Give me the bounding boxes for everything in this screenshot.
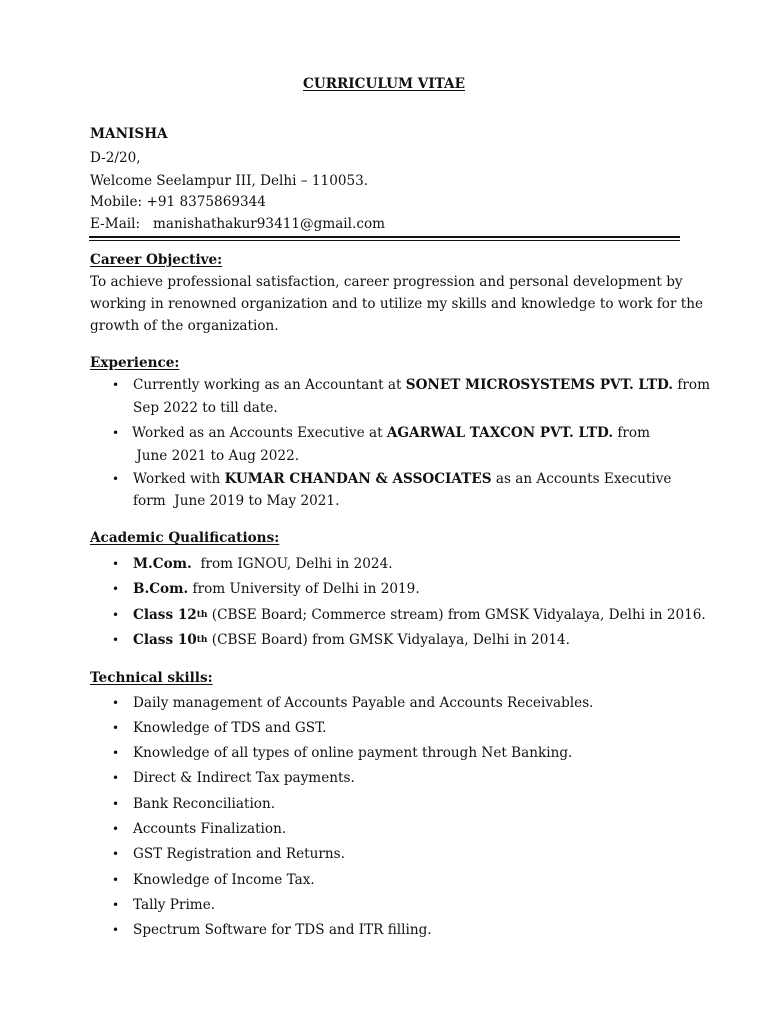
bullet-icon: •	[112, 746, 120, 760]
skill-text: Accounts Finalization.	[133, 821, 287, 837]
skill-text: Daily management of Accounts Payable and Accounts Receivables.	[133, 695, 594, 711]
bullet-icon: •	[112, 721, 120, 735]
skill-text: Direct & Indirect Tax payments.	[133, 770, 355, 786]
skill-text: Knowledge of Income Tax.	[133, 872, 315, 888]
experience-dates: Sep 2022 to till date.	[133, 400, 278, 416]
bullet-icon: •	[112, 847, 120, 861]
experience-dates: form June 2019 to May 2021.	[133, 493, 340, 509]
bullet-icon: •	[112, 873, 120, 887]
qualification-line: B.Com. from University of Delhi in 2019.	[133, 581, 420, 597]
bullet-icon: •	[112, 378, 120, 392]
skill-text: GST Registration and Returns.	[133, 846, 345, 862]
bullet-icon: •	[112, 582, 120, 596]
bullet-icon: •	[112, 923, 120, 937]
bullet-icon: •	[112, 633, 120, 647]
bullet-icon: •	[112, 898, 120, 912]
header-divider	[89, 236, 680, 238]
bullet-icon: •	[112, 608, 120, 622]
email-address: E-Mail: manishathakur93411@gmail.com	[90, 216, 386, 232]
candidate-name: MANISHA	[90, 126, 168, 142]
qualification-line: M.Com. from IGNOU, Delhi in 2024.	[133, 556, 393, 572]
header-divider-thin	[89, 240, 680, 241]
address-line-2: Welcome Seelampur III, Delhi – 110053.	[90, 173, 369, 189]
company-name: SONET MICROSYSTEMS PVT. LTD.	[405, 377, 674, 393]
experience-heading: Experience:	[90, 355, 180, 371]
skill-text: Knowledge of TDS and GST.	[133, 720, 327, 736]
mobile-number: Mobile: +91 8375869344	[90, 194, 266, 210]
qualification-line: Class 10th (CBSE Board) from GMSK Vidyalaya, Delhi in 2014.	[133, 632, 570, 648]
skill-text: Knowledge of all types of online payment through Net Banking.	[133, 745, 573, 761]
bullet-icon: •	[112, 797, 120, 811]
career-objective-line: To achieve professional satisfaction, career progression and personal development by	[90, 274, 683, 290]
skill-text: Spectrum Software for TDS and ITR filling.	[133, 922, 432, 938]
company-name: AGARWAL TAXCON PVT. LTD.	[386, 425, 614, 441]
bullet-icon: •	[112, 696, 120, 710]
experience-line: Worked with KUMAR CHANDAN & ASSOCIATES as an Accounts Executive	[133, 471, 672, 487]
document-title: CURRICULUM VITAE	[303, 76, 465, 92]
career-objective-line: growth of the organization.	[90, 318, 279, 334]
bullet-icon: •	[112, 557, 120, 571]
company-name: KUMAR CHANDAN & ASSOCIATES	[224, 471, 492, 487]
career-objective-line: working in renowned organization and to utilize my skills and knowledge to work for the	[90, 296, 704, 312]
career-objective-heading: Career Objective:	[90, 252, 223, 268]
skill-text: Bank Reconciliation.	[133, 796, 276, 812]
bullet-icon: •	[112, 426, 120, 440]
bullet-icon: •	[112, 822, 120, 836]
skill-text: Tally Prime.	[133, 897, 216, 913]
experience-dates: June 2021 to Aug 2022.	[132, 448, 300, 464]
experience-line: Currently working as an Accountant at SONET MICROSYSTEMS PVT. LTD. from	[133, 377, 710, 393]
qualification-line: Class 12th (CBSE Board; Commerce stream) from GMSK Vidyalaya, Delhi in 2016.	[133, 607, 706, 623]
bullet-icon: •	[112, 771, 120, 785]
address-line-1: D-2/20,	[90, 150, 141, 166]
academic-heading: Academic Qualifications:	[90, 530, 280, 546]
bullet-icon: •	[112, 472, 120, 486]
technical-skills-heading: Technical skills:	[90, 670, 213, 686]
experience-line: Worked as an Accounts Executive at AGARWAL TAXCON PVT. LTD. from	[132, 425, 650, 441]
